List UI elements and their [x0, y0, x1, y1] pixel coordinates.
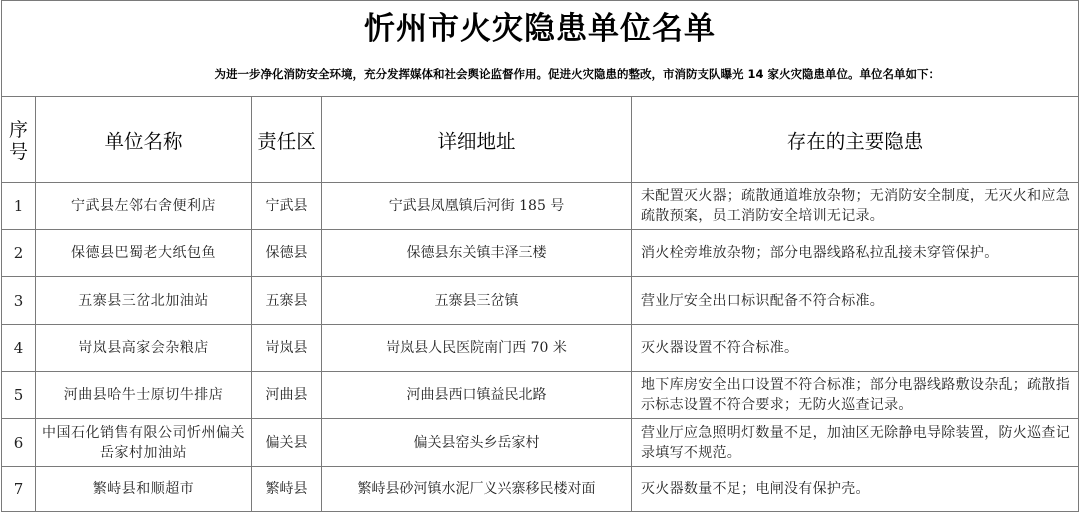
header-seq: [2, 97, 36, 183]
table-row: [2, 419, 1079, 467]
table-row: [2, 230, 1079, 277]
row-num: 5: [2, 372, 36, 419]
header-hazard: 存在的主要隐患: [632, 97, 1079, 183]
row-unit-name: 中国石化销售有限公司忻州偏关岳家村加油站: [36, 419, 252, 467]
row-num: 1: [2, 183, 36, 230]
row-address: 岢岚县人民医院南门西 70 米: [322, 325, 632, 372]
row-unit-name: 繁峙县和顺超市: [36, 467, 252, 512]
row-num: 6: [2, 419, 36, 467]
row-district: 偏关县: [252, 419, 322, 467]
document-intro: 为进一步净化消防安全环境，充分发挥媒体和社会舆论监督作用。促进火灾隐患的整改，市消防支队曝光 14 家火灾隐患单位。单位名单如下：: [214, 66, 941, 81]
row-hazard: 消火栓旁堆放杂物；部分电器线路私拉乱接未穿管保护。: [632, 230, 1079, 277]
header-address: 详细地址: [322, 97, 632, 183]
row-address: 繁峙县砂河镇水泥厂义兴寨移民楼对面: [322, 467, 632, 512]
row-district: 河曲县: [252, 372, 322, 419]
header-name: 单位名称: [36, 97, 252, 183]
row-district: 宁武县: [252, 183, 322, 230]
row-address: 偏关县窑头乡岳家村: [322, 419, 632, 467]
row-address: 宁武县凤凰镇后河街 185 号: [322, 183, 632, 230]
row-address: 河曲县西口镇益民北路: [322, 372, 632, 419]
header-seq-line1: 序: [8, 118, 28, 141]
row-hazard: 营业厅应急照明灯数量不足，加油区无除静电导除装置，防火巡查记录填写不规范。: [632, 419, 1079, 467]
row-district: 保德县: [252, 230, 322, 277]
row-hazard: 未配置灭火器；疏散通道堆放杂物；无消防安全制度，无灭火和应急疏散预案，员工消防安全培训无记录。: [632, 183, 1079, 230]
row-num: 3: [2, 277, 36, 325]
row-num: 7: [2, 467, 36, 512]
header-district: 责任区: [252, 97, 322, 183]
row-hazard: 营业厅安全出口标识配备不符合标准。: [632, 277, 1079, 325]
table-row: [2, 467, 1079, 512]
title-row: [2, 1, 1079, 59]
row-unit-name: 五寨县三岔北加油站: [36, 277, 252, 325]
row-district: 岢岚县: [252, 325, 322, 372]
row-hazard: 地下库房安全出口设置不符合标准；部分电器线路敷设杂乱；疏散指示标志设置不符合要求；无防火巡查记录。: [632, 372, 1079, 419]
document-title: 忻州市火灾隐患单位名单: [364, 11, 717, 47]
table-header-row: [2, 97, 1079, 183]
row-num: 4: [2, 325, 36, 372]
row-num: 2: [2, 230, 36, 277]
row-unit-name: 河曲县哈牛士原切牛排店: [36, 372, 252, 419]
row-address: 保德县东关镇丰泽三楼: [322, 230, 632, 277]
row-district: 繁峙县: [252, 467, 322, 512]
title-cell: [2, 1, 1079, 59]
table-row: [2, 183, 1079, 230]
row-unit-name: 保德县巴蜀老大纸包鱼: [36, 230, 252, 277]
row-address: 五寨县三岔镇: [322, 277, 632, 325]
table-row: [2, 325, 1079, 372]
table-row: [2, 277, 1079, 325]
hazard-table: [1, 0, 1079, 512]
row-district: 五寨县: [252, 277, 322, 325]
row-hazard: 灭火器数量不足；电闸没有保护壳。: [632, 467, 1079, 512]
row-unit-name: 宁武县左邻右舍便利店: [36, 183, 252, 230]
intro-cell: [2, 58, 1079, 97]
intro-row: [2, 58, 1079, 97]
row-unit-name: 岢岚县高家会杂粮店: [36, 325, 252, 372]
row-hazard: 灭火器设置不符合标准。: [632, 325, 1079, 372]
table-row: [2, 372, 1079, 419]
header-seq-line2: 号: [8, 140, 28, 163]
